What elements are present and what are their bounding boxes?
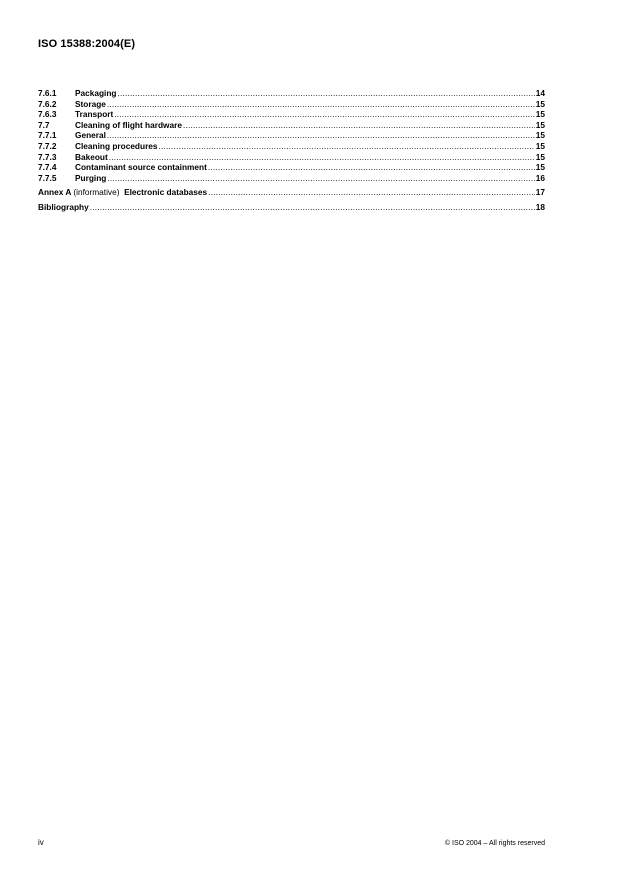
toc-entry-title: Cleaning of flight hardware xyxy=(75,119,182,130)
toc-entry-title: Cleaning procedures xyxy=(75,140,158,151)
toc-entry-page: 15 xyxy=(535,162,545,173)
toc-entry[interactable] xyxy=(38,109,545,120)
dot-leader xyxy=(208,187,535,198)
dot-leader xyxy=(90,202,535,213)
toc-entry[interactable] xyxy=(38,130,545,141)
toc-entry-title: General xyxy=(75,130,106,141)
toc-entry-number: 7.7.4 xyxy=(38,162,57,173)
toc-entry-page: 15 xyxy=(535,98,545,109)
toc-entry-number: 7.7.1 xyxy=(38,130,57,141)
toc-entry-page: 15 xyxy=(535,119,545,130)
toc-entry-number: 7.6.2 xyxy=(38,98,57,109)
toc-entry-page: 15 xyxy=(535,109,545,120)
table-of-contents xyxy=(38,88,545,213)
toc-entry-number: 7.7.2 xyxy=(38,140,57,151)
toc-entry[interactable] xyxy=(38,173,545,184)
toc-entry-page: 15 xyxy=(535,130,545,141)
toc-entry-title: Storage xyxy=(75,98,106,109)
toc-entry-number: 7.6.1 xyxy=(38,88,57,98)
toc-entry-title: Packaging xyxy=(75,88,117,98)
dot-leader xyxy=(107,173,534,184)
page-number: iv xyxy=(38,838,44,847)
toc-entry-page: 15 xyxy=(535,140,545,151)
toc-entry[interactable] xyxy=(38,120,545,131)
toc-entry-title: Contaminant source containment xyxy=(75,162,207,173)
dot-leader xyxy=(183,120,535,131)
toc-entry-title: Purging xyxy=(75,172,107,183)
dot-leader xyxy=(109,152,535,163)
toc-entry[interactable] xyxy=(38,99,545,110)
toc-entry[interactable] xyxy=(38,162,545,173)
toc-entry-title: Bakeout xyxy=(75,151,108,162)
copyright-notice: © ISO 2004 – All rights reserved xyxy=(444,840,545,847)
toc-entry-page: 15 xyxy=(535,151,545,162)
toc-entry-title: Bibliography xyxy=(38,201,89,212)
dot-leader xyxy=(159,141,535,152)
toc-entry-number: 7.7.5 xyxy=(38,172,57,183)
toc-entry-page: 16 xyxy=(535,172,545,183)
dot-leader xyxy=(107,130,535,141)
document-header: ISO 15388:2004(E) xyxy=(38,38,136,50)
toc-entry-page: 18 xyxy=(535,201,545,212)
toc-entry-annex[interactable] xyxy=(38,187,545,198)
toc-entry[interactable] xyxy=(38,152,545,163)
toc-entry-number: 7.7.3 xyxy=(38,151,57,162)
toc-entry-page: 14 xyxy=(535,88,545,98)
dot-leader xyxy=(114,109,535,120)
annex-label: Annex A xyxy=(38,187,72,198)
toc-entry[interactable] xyxy=(38,88,545,99)
toc-annex-title xyxy=(38,187,207,198)
annex-title: Electronic databases xyxy=(124,187,208,198)
annex-type: (informative) xyxy=(73,187,120,198)
dot-leader xyxy=(107,99,535,110)
toc-entry-title: Transport xyxy=(75,109,114,120)
toc-entry-number: 7.7 xyxy=(38,119,50,130)
dot-leader xyxy=(118,88,535,99)
toc-entry-page: 17 xyxy=(535,187,545,198)
toc-entry[interactable] xyxy=(38,141,545,152)
dot-leader xyxy=(208,162,535,173)
toc-entry-number: 7.6.3 xyxy=(38,109,57,120)
toc-entry-bibliography[interactable] xyxy=(38,202,545,213)
